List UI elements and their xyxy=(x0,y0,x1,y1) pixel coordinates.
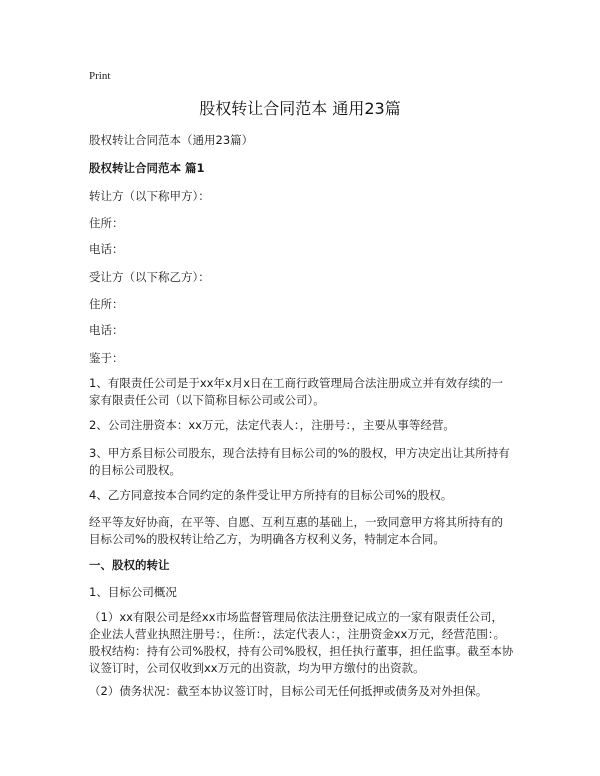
subtitle: 股权转让合同范本（通用23篇） xyxy=(89,133,254,147)
item-1-2: （2）债务状况：截至本协议签订时，目标公司无任何抵押或债务及对外担保。 xyxy=(89,684,488,698)
phone-line-1: 电话： xyxy=(89,242,124,256)
item-1-1: （1）xx有限公司是经xx市场监督管理局依法注册登记成立的一家有限责任公司，企业法人营业执照注册号：，住所：，法定代表人：，注册资金xx万元，经营范围：。股权结构：持有公司%股权，持有公司%股权，担任执行董事，担任监事。截至本协议签订时，公司仅收到xx万元的出资款，均为甲方缴付的出资款。 xyxy=(89,610,514,675)
transferor-line: 转让方（以下称甲方）： xyxy=(89,189,210,203)
document-title: 股权转让合同范本 通用23篇 xyxy=(199,99,401,118)
agreement-paragraph: 经平等友好协商，在平等、自愿、互利互惠的基础上，一致同意甲方将其所持有的目标公司%的股权转让给乙方，为明确各方权利义务，特制定本合同。 xyxy=(89,515,503,546)
item-1: 1、目标公司概况 xyxy=(89,585,177,599)
clause-3: 3、甲方系目标公司股东，现合法持有目标公司的%的股权，甲方决定出让其所持有的目标公司股权。 xyxy=(89,446,510,477)
clause-2: 2、公司注册资本：xx万元，法定代表人：，注册号：，主要从事等经营。 xyxy=(89,418,455,432)
section-heading: 股权转让合同范本 篇1 xyxy=(89,161,205,175)
whereas-line: 鉴于： xyxy=(89,351,124,365)
print-label: Print xyxy=(89,70,111,82)
clause-1: 1、有限责任公司是于xx年x月x日在工商行政管理局合法注册成立并有效存续的一家有限责任公司（以下简称目标公司或公司）。 xyxy=(89,376,504,407)
phone-line-2: 电话： xyxy=(89,323,124,337)
part-1-heading: 一、股权的转让 xyxy=(89,558,170,572)
address-line-2: 住所： xyxy=(89,297,124,311)
address-line-1: 住所： xyxy=(89,216,124,230)
clause-4: 4、乙方同意按本合同约定的条件受让甲方所持有的目标公司%的股权。 xyxy=(89,488,453,502)
transferee-line: 受让方（以下称乙方）： xyxy=(89,270,210,284)
